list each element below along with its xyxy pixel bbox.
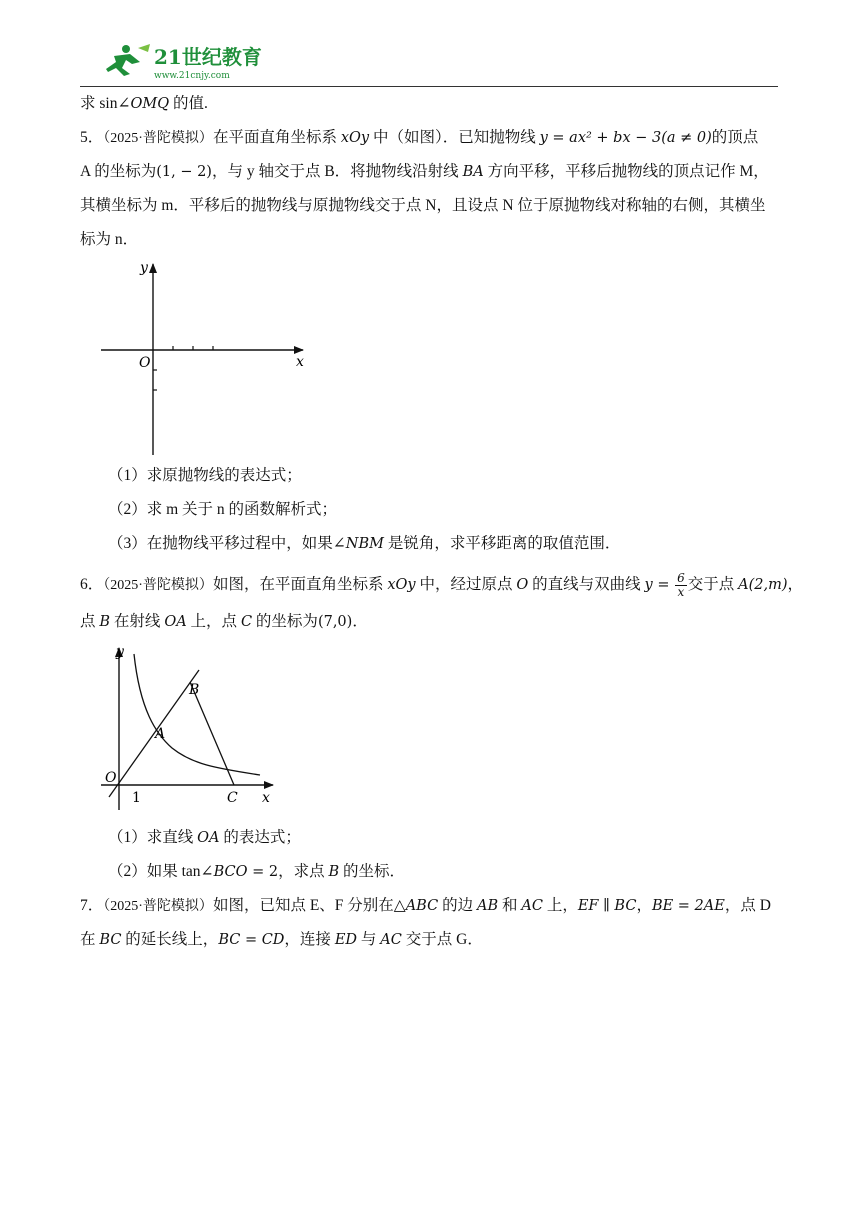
question-5-line-2: A 的坐标为(1, − 2)，与 y 轴交于点 B．将抛物线沿射线 BA 方向平移，平移后抛物线的顶点记作 M， — [80, 163, 769, 180]
question-6-part-1: （1）求直线 OA 的表达式； — [108, 829, 301, 846]
question-5-line-1: 5．（2025·普陀模拟）在平面直角坐标系 xOy 中（如图）．已知抛物线 y = ax² + bx − 3(a ≠ 0)的顶点 — [80, 129, 759, 146]
page-header — [80, 38, 780, 86]
point-label-c: C — [227, 790, 238, 806]
logo-url: www.21cnjy.com — [154, 71, 230, 81]
figure-5-axes — [96, 256, 310, 460]
figure-6-graph — [96, 640, 282, 812]
axis-label-x: x — [262, 790, 270, 806]
text-line: 求 sin∠OMQ 的值. — [80, 95, 208, 112]
axis-label-x: x — [296, 354, 304, 370]
origin-label: O — [139, 355, 151, 371]
logo-text: 21世纪教育 — [154, 45, 262, 69]
point-label-a: A — [155, 726, 166, 742]
axis-label-y: y — [140, 260, 148, 276]
question-5-line-3: 其横坐标为 m．平移后的抛物线与原抛物线交于点 N，且设点 N 位于原抛物线对称轴的右侧，其横坐 — [80, 197, 766, 214]
origin-label: O — [105, 770, 117, 786]
question-5-line-4: 标为 n． — [80, 231, 139, 248]
question-7-line-2: 在 BC 的延长线上，BC = CD，连接 ED 与 AC 交于点 G． — [80, 931, 483, 948]
point-label-b: B — [189, 682, 200, 698]
question-6-line-2: 点 B 在射线 OA 上，点 C 的坐标为(7,0)． — [80, 613, 368, 630]
runner-icon — [106, 44, 150, 76]
question-7-line-1: 7．（2025·普陀模拟）如图，已知点 E、F 分别在△ABC 的边 AB 和 AC 上，EF ∥ BC，BE = 2AE，点 D — [80, 897, 771, 914]
line-oa — [109, 670, 199, 797]
question-6-line-1: 6．（2025·普陀模拟）如图，在平面直角坐标系 xOy 中，经过原点 O 的直线与双曲线 y = $\frac{6}{x}$ 交于点 A(2,m)， — [80, 571, 803, 599]
header-divider — [80, 86, 778, 87]
tick-label-1: 1 — [132, 790, 141, 806]
question-5-part-1: （1）求原抛物线的表达式； — [108, 467, 302, 484]
question-6-part-2: （2）如果 tan∠BCO = 2，求点 B 的坐标． — [108, 863, 406, 880]
fraction-6-over-x: $\frac{6}{x}$ — [677, 571, 685, 599]
logo-21cnjy — [104, 42, 304, 82]
question-5-part-2: （2）求 m 关于 n 的函数解析式； — [108, 501, 338, 518]
axis-label-y: y — [116, 644, 124, 660]
question-5-part-3: （3）在抛物线平移过程中，如果∠NBM 是锐角，求平移距离的取值范围． — [108, 535, 621, 552]
